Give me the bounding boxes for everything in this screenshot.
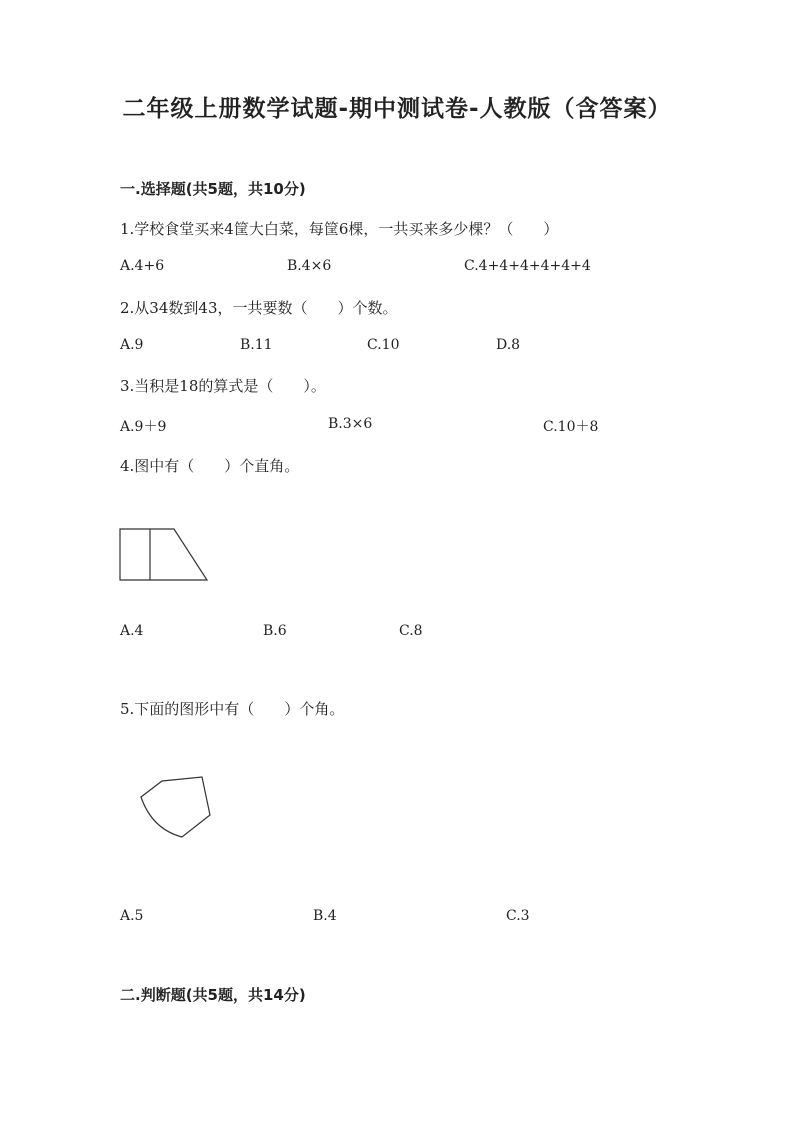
question-1-option-a[interactable]: A.4+6	[120, 258, 165, 274]
question-2-option-b[interactable]: B.11	[240, 337, 273, 353]
question-3-text: 3.当积是18的算式是（ ）。	[120, 377, 326, 395]
question-2-option-a[interactable]: A.9	[120, 337, 144, 353]
question-2-option-c[interactable]: C.10	[367, 337, 400, 353]
right-angle-figure	[118, 527, 210, 583]
question-2-option-d[interactable]: D.8	[496, 337, 521, 353]
angle-shape-figure	[138, 775, 214, 840]
question-3-option-a[interactable]: A.9＋9	[120, 419, 167, 435]
question-5-text: 5.下面的图形中有（ ）个角。	[120, 700, 345, 718]
question-5-option-b[interactable]: B.4	[313, 908, 337, 924]
question-2-text: 2.从34数到43，一共要数（ ）个数。	[120, 299, 398, 317]
section-title-choice: 一.选择题(共5题，共10分)	[120, 180, 306, 198]
question-4-text: 4.图中有（ ）个直角。	[120, 457, 300, 475]
question-3-option-b[interactable]: B.3×6	[328, 416, 373, 432]
question-5-option-a[interactable]: A.5	[120, 908, 144, 924]
question-4-option-b[interactable]: B.6	[263, 623, 287, 639]
question-1-option-b[interactable]: B.4×6	[287, 258, 332, 274]
section-title-judgment: 二.判断题(共5题，共14分)	[120, 986, 306, 1004]
question-3-option-c[interactable]: C.10＋8	[543, 419, 599, 435]
page-title: 二年级上册数学试题-期中测试卷-人教版（含答案）	[122, 96, 672, 122]
question-1-option-c[interactable]: C.4+4+4+4+4+4	[464, 258, 591, 274]
question-1-text: 1.学校食堂买来4筐大白菜，每筐6棵，一共买来多少棵？（ ）	[120, 220, 559, 238]
question-4-option-c[interactable]: C.8	[399, 623, 423, 639]
question-5-option-c[interactable]: C.3	[506, 908, 530, 924]
question-4-option-a[interactable]: A.4	[120, 623, 144, 639]
